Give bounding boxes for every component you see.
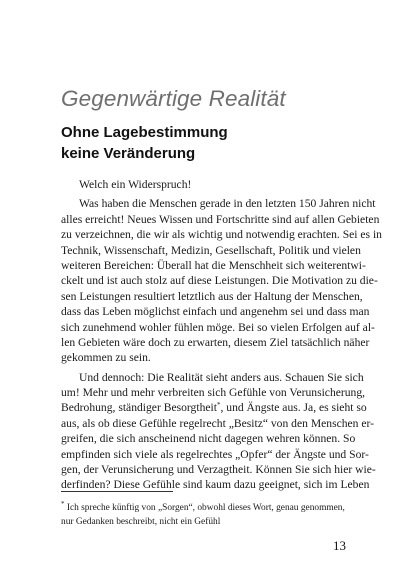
footnote-marker: * (216, 401, 221, 410)
text-fragment: , und Ängste aus. Ja, es sieht so (220, 401, 367, 415)
page-number: 13 (333, 538, 346, 553)
chapter-title: Gegenwärtige Realität (61, 86, 286, 111)
footnote-text: Ich spreche künftig von „Sorgen“, obwohl dieses Wort, genau genommen, (66, 503, 345, 513)
text-line: greifen, die sich anscheinend nicht dagegen wehren können. So (61, 432, 356, 446)
text-line: Und dennoch: Die Realität sieht anders aus. Schauen Sie sich (79, 370, 364, 384)
text-line: um! Mehr und mehr verbreiten sich Gefühle von Verunsicherung, (61, 386, 366, 400)
text-line: gekommen zu sein. (61, 351, 151, 365)
text-line: Technik, Wissenschaft, Medizin, Gesellschaft, Politik und vielen (61, 243, 361, 257)
footnote-line (61, 502, 351, 516)
paragraph (61, 196, 382, 365)
text-line: dass das Leben möglichst einfach und angenehm sei und dass man (61, 305, 370, 319)
body-text (61, 177, 382, 493)
footnote-divider (61, 491, 173, 492)
paragraph (61, 370, 376, 493)
footnote-line: nur Gedanken beschreibt, nicht ein Gefühl (61, 516, 221, 527)
text-fragment: Bedrohung, ständiger Besorgtheit (61, 401, 217, 415)
text-line-with-footnote (61, 400, 367, 415)
text-line: Welch ein Widerspruch! (79, 178, 192, 191)
text-line: zu verzeichnen, die wir als wichtig und notwendig erachten. Sei es in (61, 228, 382, 242)
text-line: sich zunehmend wohler fühlen möge. Bei so vielen Erfolgen auf al- (61, 320, 375, 334)
text-line: derfinden? Diese Gefühle sind kaum dazu geeignet, sich im Leben (61, 478, 370, 492)
footnote-marker: * (61, 500, 65, 508)
paragraph (61, 177, 348, 192)
footnote (61, 502, 351, 529)
subtitle-line: keine Veränderung (61, 145, 196, 162)
text-line: ckelt und ist auch stolz auf diese Leistungen. Die Motivation zu die- (61, 274, 378, 288)
text-line: sen Leistungen resultiert letztlich aus der Haltung der Menschen, (61, 289, 363, 303)
text-line: weiteren Bereichen: Überall hat die Menschheit sich weiterentwi- (61, 258, 366, 272)
text-line: gen, der Verunsicherung und Verzagtheit. Können Sie sich hier wie- (61, 463, 376, 477)
text-line: Was haben die Menschen gerade in den letzten 150 Jahren nicht (79, 197, 376, 211)
section-subtitle (61, 122, 228, 164)
text-line: empfinden sich viele als regelrechtes „Opfer“ der Ängste und Sor- (61, 447, 369, 461)
subtitle-line: Ohne Lagebestimmung (61, 124, 228, 141)
text-line: len Gebieten wäre doch zu erwarten, diesem Ziel tatsächlich näher (61, 335, 370, 349)
text-line: aus, als ob diese Gefühle regelrecht „Besitz“ von den Menschen er- (61, 416, 374, 430)
text-line: alles erreicht! Neues Wissen und Fortschritte sind auf allen Gebieten (61, 212, 380, 226)
